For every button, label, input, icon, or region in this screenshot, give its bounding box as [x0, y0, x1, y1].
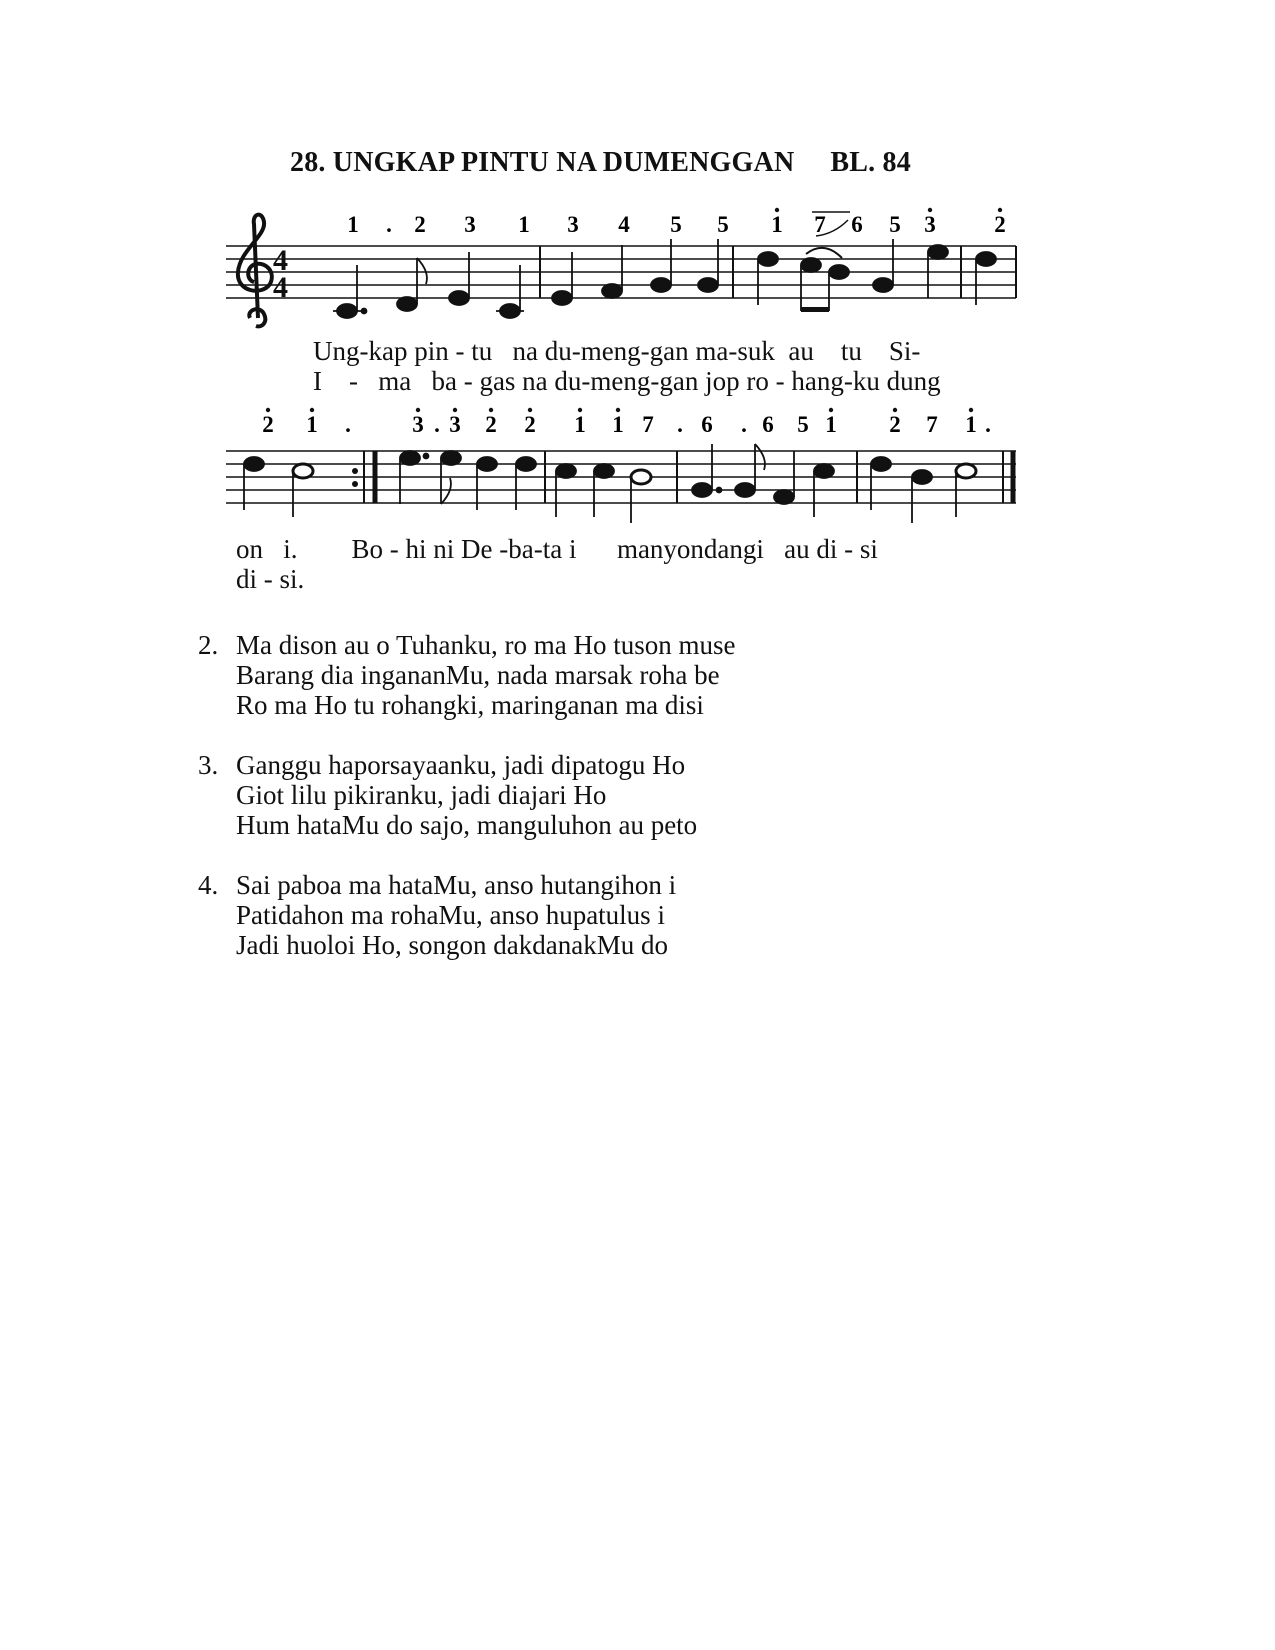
octave-dot: [528, 408, 532, 412]
lyrics-system1-line1: Ung-kap pin - tu na du-meng-gan ma-suk au tu Si-: [313, 336, 921, 366]
solfa-note: 3: [924, 212, 936, 237]
verse-4: [198, 870, 736, 960]
solfa-note: 7: [926, 412, 938, 437]
verse-line: Ro ma Ho tu rohangki, maringanan ma disi: [236, 690, 704, 720]
notes-1: [333, 239, 996, 318]
octave-dot: [578, 408, 582, 412]
verse-line: Hum hataMu do sajo, manguluhon au peto: [236, 810, 698, 840]
octave-dot: [775, 208, 779, 212]
solfa-note: 5: [717, 212, 729, 237]
solfa-note: 2: [485, 412, 497, 437]
octave-dot: [616, 408, 620, 412]
solfa-note: 1: [306, 412, 318, 437]
verse-2: [198, 630, 736, 720]
solfa-note: 1: [612, 412, 624, 437]
verse-line: Giot lilu pikiranku, jadi diajari Ho: [236, 780, 607, 810]
solfa-note: 6: [851, 212, 863, 237]
verse-number: 2.: [198, 630, 219, 660]
verse-3: [198, 750, 736, 840]
solfa-note: .: [386, 212, 392, 237]
treble-clef-icon: [238, 215, 272, 327]
solfa-note: 1: [574, 412, 586, 437]
solfa-note: 6: [762, 412, 774, 437]
octave-dot: [829, 408, 833, 412]
solfa-note: 1: [518, 212, 530, 237]
verses: [198, 630, 736, 990]
solfa-note: 1: [771, 212, 783, 237]
octave-dot: [416, 408, 420, 412]
verse-number: 3.: [198, 750, 219, 780]
verse-line: Ma dison au o Tuhanku, ro ma Ho tuson muse: [236, 630, 736, 660]
solfa-note: 6: [701, 412, 713, 437]
solfa-note: 1: [825, 412, 837, 437]
time-sig-bottom: 4: [273, 271, 288, 304]
verse-line: Patidahon ma rohaMu, anso hupatulus i: [236, 900, 665, 930]
solfa-note: 7: [814, 212, 826, 237]
solfa-note: 2: [262, 412, 274, 437]
solfa-note: .: [677, 412, 683, 437]
lyrics-system2-line1: on i. Bo - hi ni De -ba-ta i manyondangi au di - si: [236, 534, 878, 564]
octave-dot: [893, 408, 897, 412]
solfa-note: 1: [965, 412, 977, 437]
octave-dot: [266, 408, 270, 412]
solfa-note: 7: [642, 412, 654, 437]
solfa-note: 3: [567, 212, 579, 237]
time-signature: [273, 244, 288, 304]
octave-dot: [453, 408, 457, 412]
solfa-note: .: [345, 412, 351, 437]
verse-line: Jadi huoloi Ho, songon dakdanakMu do: [236, 930, 668, 960]
solfa-note: 3: [464, 212, 476, 237]
verse-line: Sai paboa ma hataMu, anso hutangihon i: [236, 870, 677, 900]
solfa-row-2: [262, 408, 991, 437]
octave-dot: [928, 208, 932, 212]
solfa-note: 2: [414, 212, 426, 237]
octave-dot: [489, 408, 493, 412]
solfa-row-1: [347, 208, 1006, 237]
solfa-note: 3: [412, 412, 424, 437]
solfa-note: .: [434, 412, 440, 437]
song-title: 28. UNGKAP PINTU NA DUMENGGAN BL. 84: [290, 147, 911, 178]
solfa-note: 5: [670, 212, 682, 237]
verse-line: Barang dia inganan​Mu, nada marsak roha be: [236, 660, 720, 690]
octave-dot: [998, 208, 1002, 212]
solfa-note: 2: [994, 212, 1006, 237]
solfa-note: 1: [347, 212, 359, 237]
solfa-note: 2: [889, 412, 901, 437]
solfa-note: 5: [797, 412, 809, 437]
solfa-note: 2: [524, 412, 536, 437]
solfa-note: .: [985, 412, 991, 437]
solfa-note: 4: [618, 212, 630, 237]
verse-number: 4.: [198, 870, 219, 900]
time-sig-top: 4: [273, 244, 288, 277]
octave-dot: [310, 408, 314, 412]
solfa-note: 5: [889, 212, 901, 237]
verse-line: Ganggu haporsayaanku, jadi dipatogu Ho: [236, 750, 686, 780]
lyrics-system1-line2: I - ma ba - gas na du-meng-gan jop ro - hang-ku dung: [313, 366, 941, 396]
solfa-note: 3: [449, 412, 461, 437]
solfa-note: .: [741, 412, 747, 437]
staff-2: [226, 451, 1016, 503]
octave-dot: [969, 408, 973, 412]
lyrics-system2-line2: di - si.: [236, 564, 305, 594]
